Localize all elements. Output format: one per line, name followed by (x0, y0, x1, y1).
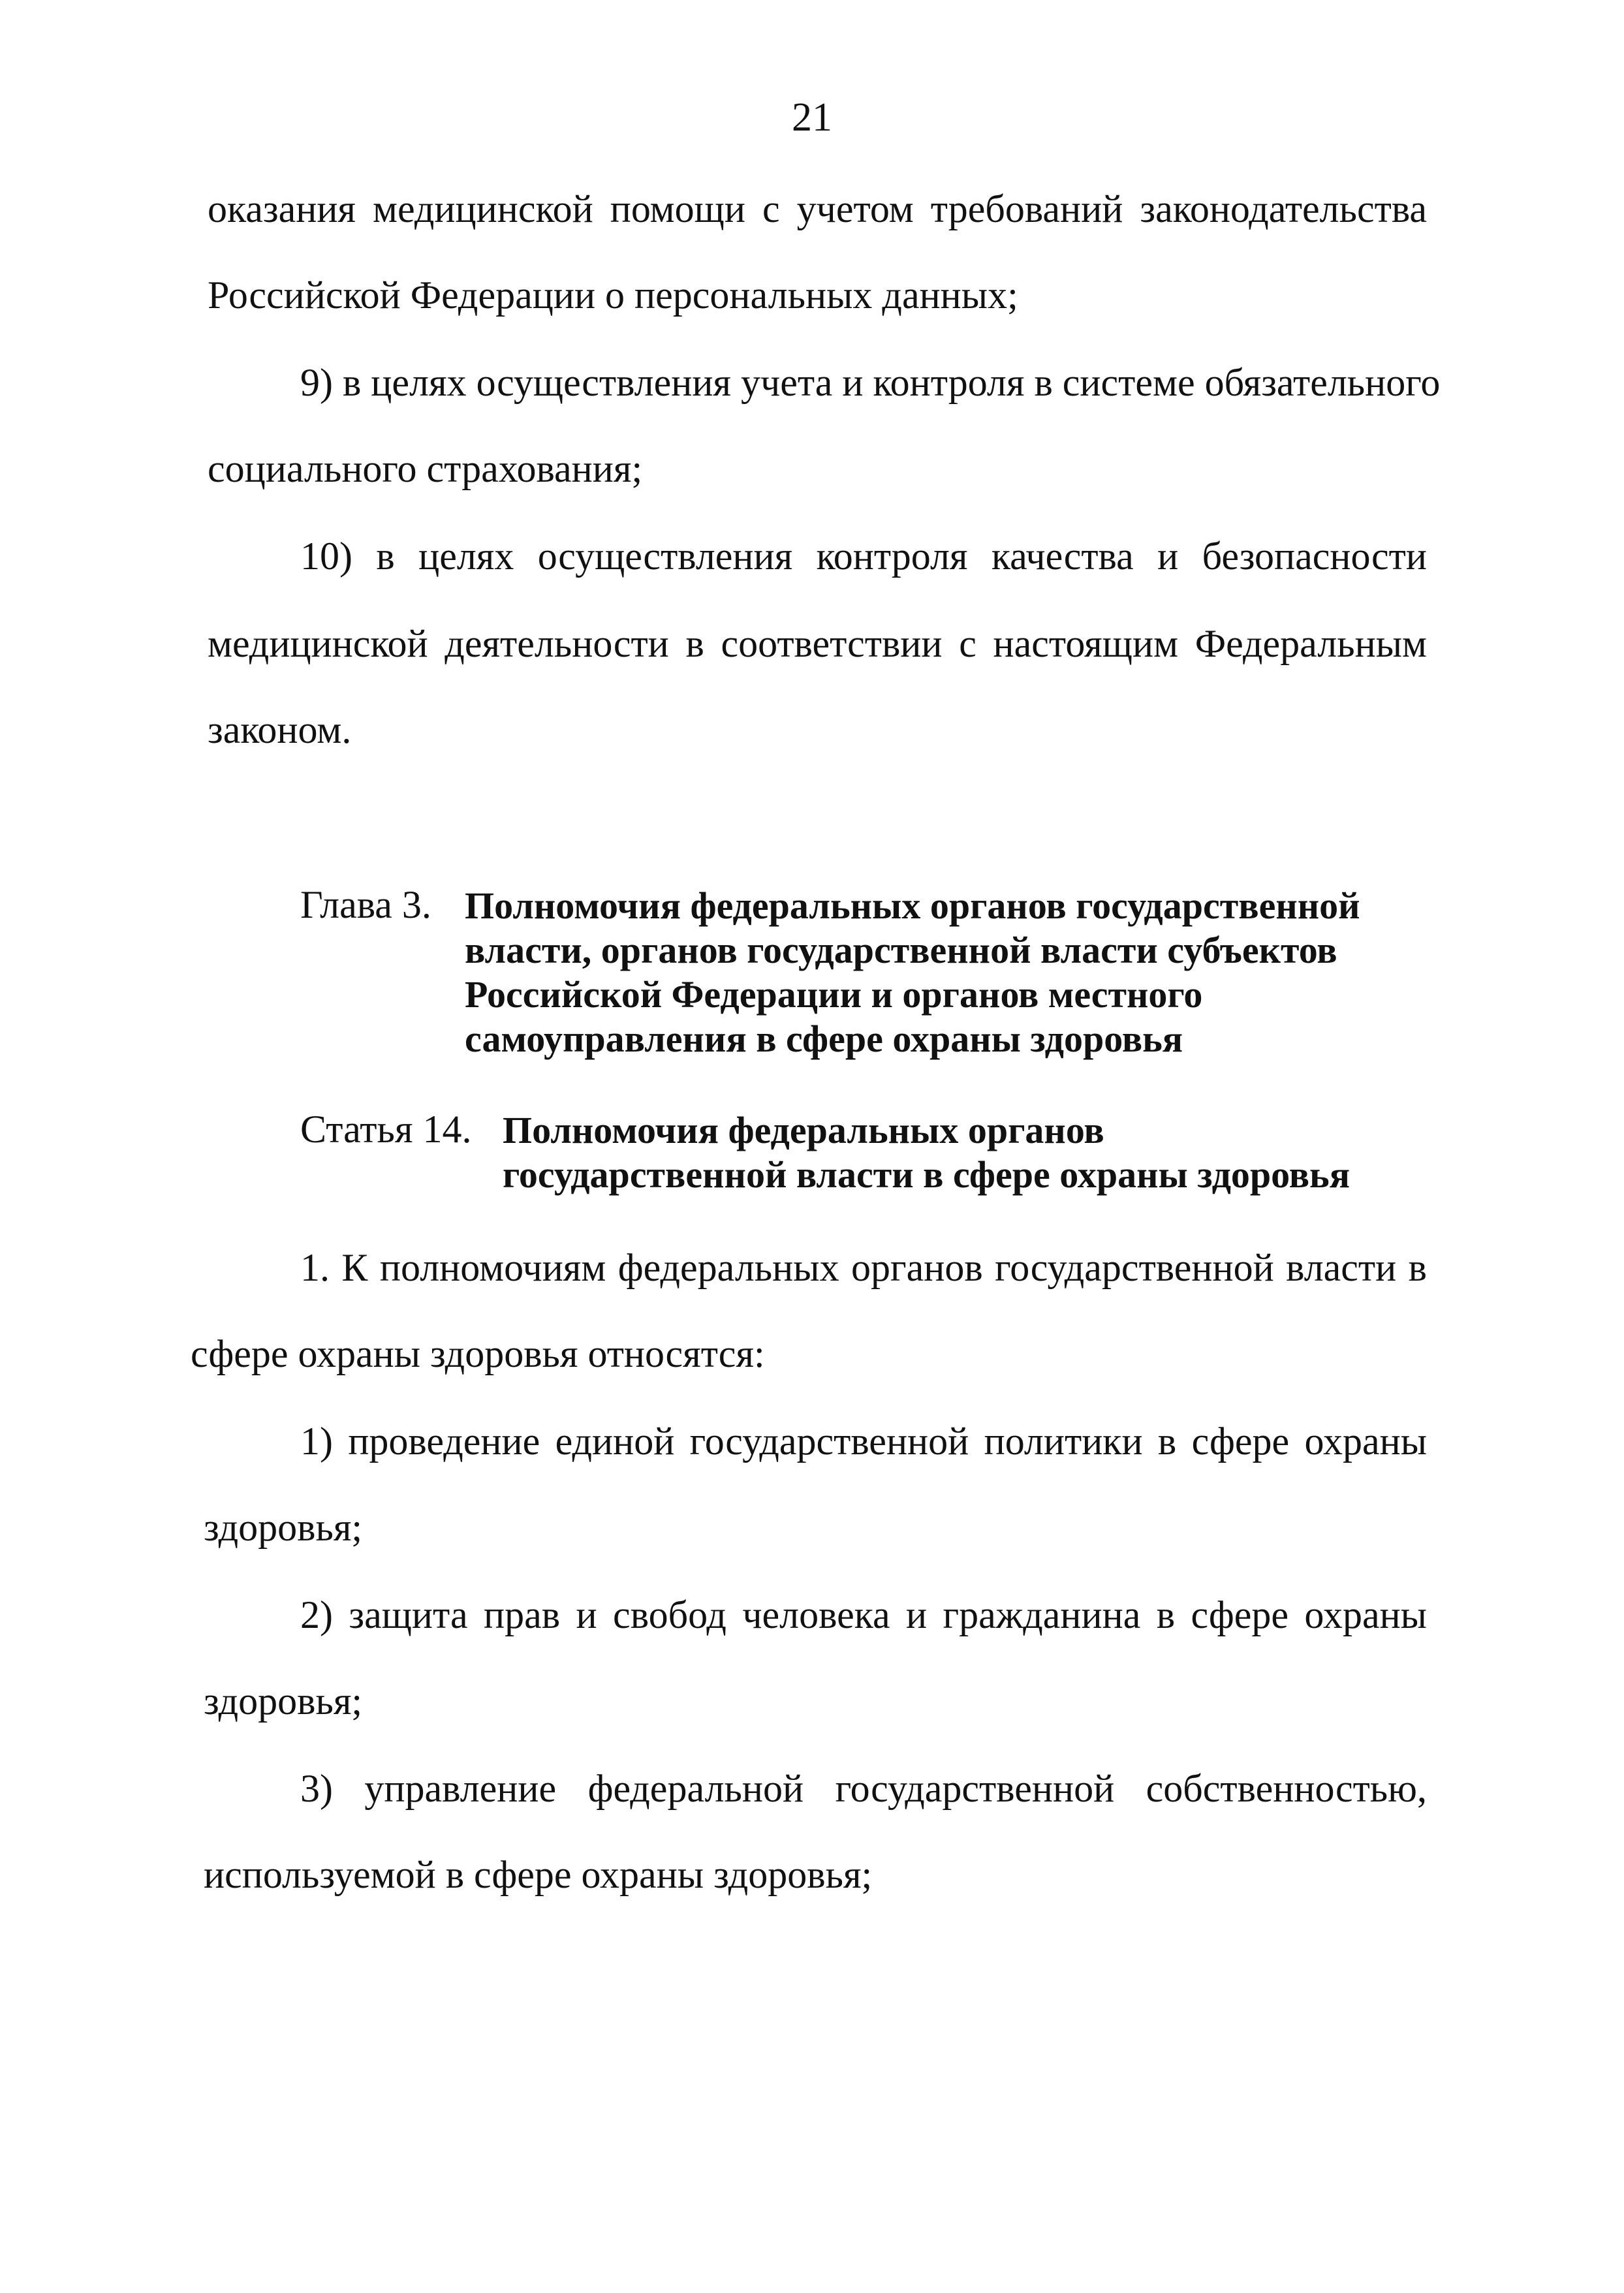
page-number: 21 (792, 95, 832, 140)
clause-1-line: 1. К полномочиям федеральных органов государственной власти в (300, 1246, 1427, 1289)
clause-1-line: сфере охраны здоровья относятся: (191, 1332, 765, 1375)
article-title-line: Полномочия федеральных органов (503, 1109, 1104, 1151)
article-label: Статья 14. (300, 1108, 472, 1151)
list-item-9-line: социального страхования; (208, 447, 643, 490)
chapter-title-line: самоуправления в сфере охраны здоровья (465, 1018, 1183, 1060)
list-item-9-line: 9) в целях осуществления учета и контроля в системе обязательного (300, 361, 1441, 404)
paragraph-line: Российской Федерации о персональных данных; (208, 273, 1018, 317)
article-title-line: государственной власти в сфере охраны здоровья (503, 1153, 1351, 1196)
chapter-title-line: Российской Федерации и органов местного (465, 973, 1203, 1016)
chapter-title-line: власти, органов государственной власти субъектов (465, 929, 1337, 971)
sub-item-3-line: 3) управление федеральной государственной собственностью, (300, 1767, 1427, 1810)
sub-item-2-line: 2) защита прав и свобод человека и гражданина в сфере охраны (300, 1593, 1427, 1636)
chapter-title-line: Полномочия федеральных органов государственной (465, 884, 1360, 927)
paragraph-line: оказания медицинской помощи с учетом требований законодательства (208, 187, 1427, 230)
sub-item-3-line: используемой в сфере охраны здоровья; (204, 1853, 873, 1896)
list-item-10-line: законом. (208, 708, 352, 751)
list-item-10-line: 10) в целях осуществления контроля качества и безопасности (300, 535, 1427, 578)
chapter-label: Глава 3. (300, 883, 431, 926)
sub-item-2-line: здоровья; (204, 1679, 363, 1723)
sub-item-1-line: здоровья; (204, 1506, 363, 1549)
sub-item-1-line: 1) проведение единой государственной политики в сфере охраны (300, 1420, 1427, 1463)
list-item-10-line: медицинской деятельности в соответствии с настоящим Федеральным (208, 622, 1427, 665)
